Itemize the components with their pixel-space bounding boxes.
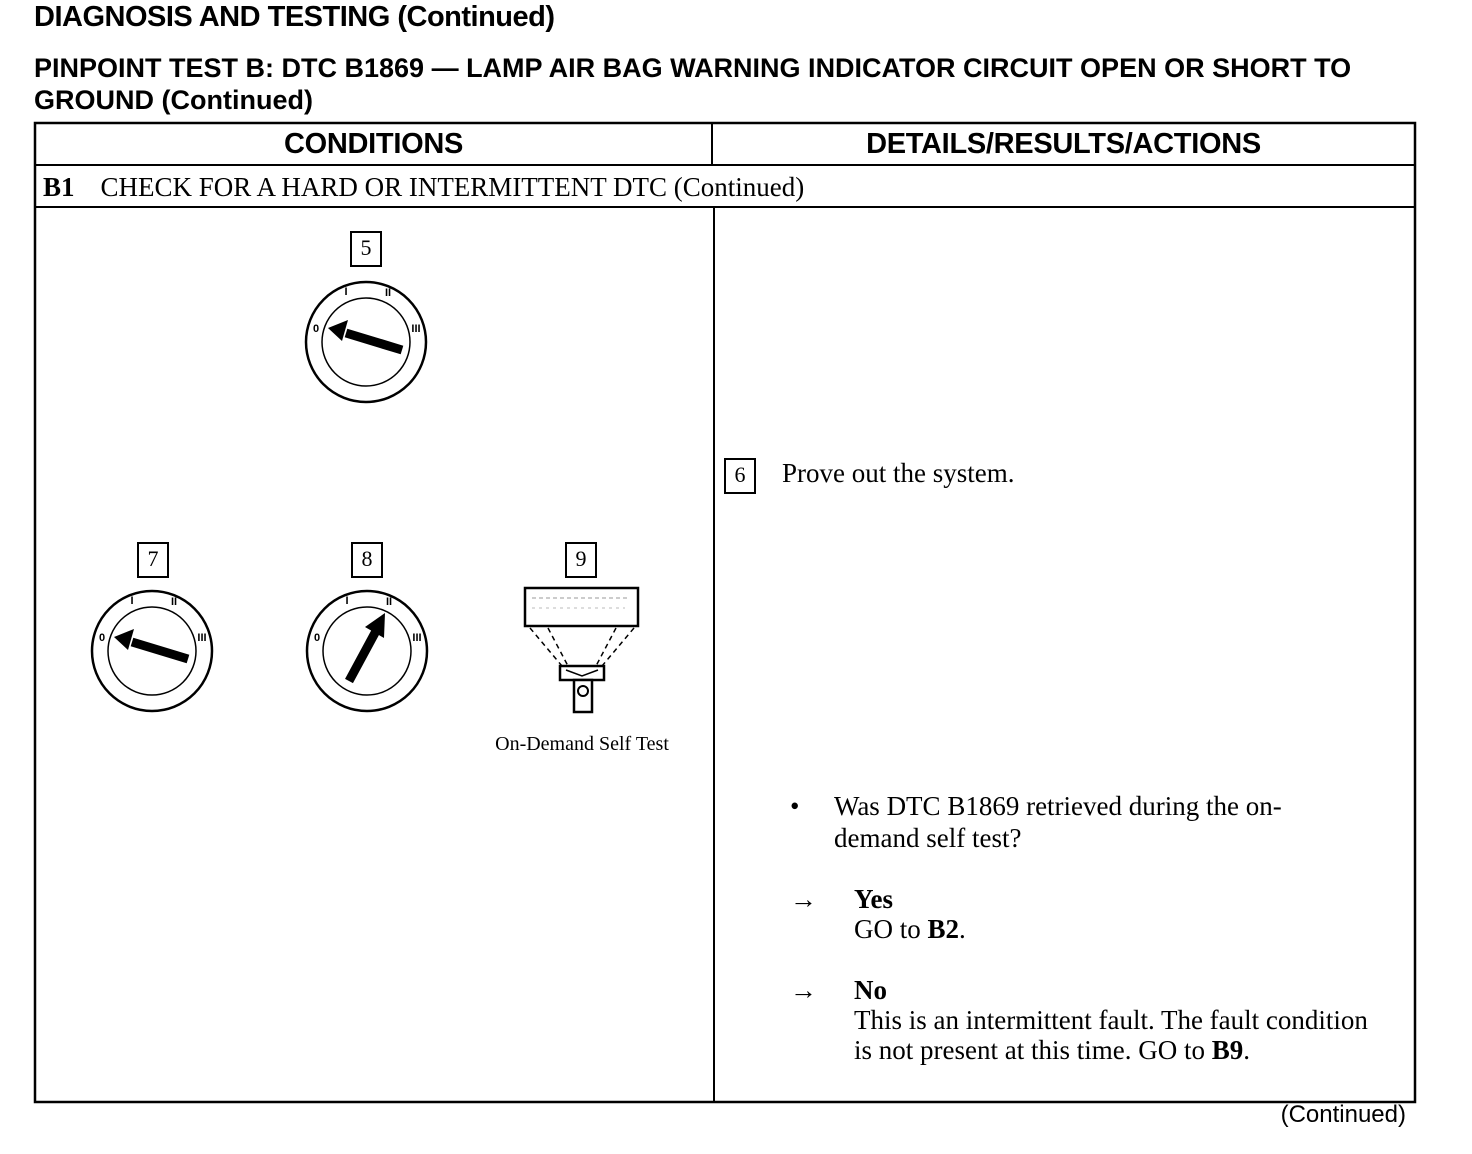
step-id: B1 [43,172,75,202]
yes-action-suffix: . [959,914,966,944]
step-number-7: 7 [137,542,169,578]
step-number-6: 6 [724,458,756,494]
ignition-pos-1: I [344,286,348,298]
step-number-8: 8 [351,542,383,578]
ignition-pos-1: I [345,595,349,607]
arrow-right-icon: → [790,975,817,1005]
ignition-pos-0: 0 [312,323,320,335]
ignition-pos-0: 0 [313,632,321,644]
ignition-pos-3: III [412,632,422,644]
no-action-target: B9 [1211,1035,1244,1065]
self-test-caption: On-Demand Self Test [495,733,669,755]
ignition-switch-run-icon [307,591,427,711]
ignition-pos-3: III [197,632,207,644]
column-header-details: DETAILS/RESULTS/ACTIONS [866,128,1261,160]
step-number-9: 9 [565,542,597,578]
no-action-suffix: . [1243,1035,1250,1065]
step-number-5: 5 [350,231,382,267]
footer-continued: (Continued) [1280,1101,1406,1128]
ignition-pos-2: II [385,596,393,608]
yes-action-prefix: GO to [854,914,928,944]
arrow-right-icon: → [790,884,817,914]
no-label: No [854,975,887,1005]
column-header-conditions: CONDITIONS [283,128,464,160]
ignition-pos-2: II [170,596,178,608]
ignition-switch-off-icon [92,591,212,711]
ignition-pos-0: 0 [98,632,106,644]
no-action-prefix: This is an intermittent fault. The fault condition is not present at this time. GO to [854,1005,1368,1065]
yes-label: Yes [854,884,893,914]
question-text: Was DTC B1869 retrieved during the on-demand self test? [834,791,1282,853]
step6-instruction: Prove out the system. [782,458,1015,488]
step-title: CHECK FOR A HARD OR INTERMITTENT DTC (Continued) [100,172,805,202]
scan-tool-self-test-icon [525,588,638,712]
section-title: DIAGNOSIS AND TESTING (Continued) [34,1,555,33]
ignition-pos-3: III [411,323,421,335]
yes-action-target: B2 [927,914,960,944]
pinpoint-test-title: PINPOINT TEST B: DTC B1869 — LAMP AIR BAG WARNING INDICATOR CIRCUIT OPEN OR SHORT TO GROUND (Continued) [34,53,1352,115]
bullet: • [790,791,800,821]
ignition-switch-off-icon [306,282,426,402]
step-row [43,172,804,203]
ignition-pos-1: I [130,595,134,607]
ignition-pos-2: II [384,287,392,299]
